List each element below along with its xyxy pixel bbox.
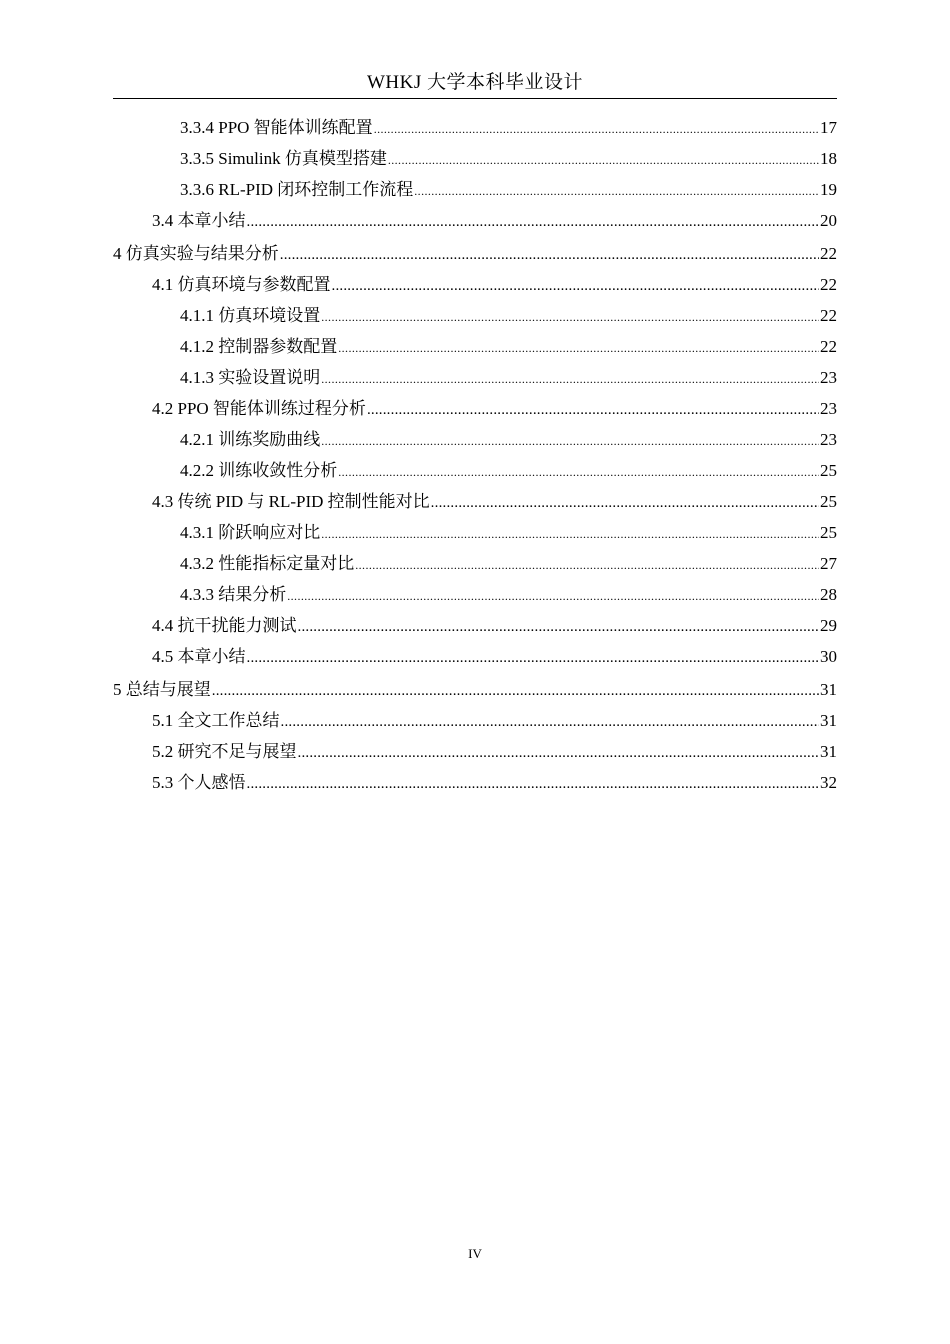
page-number: IV (468, 1246, 482, 1261)
toc-leader-dots (431, 486, 819, 519)
toc-leader-dots (338, 331, 819, 364)
toc-leader-dots (374, 112, 819, 145)
toc-entry-label: 4 仿真实验与结果分析 (113, 244, 279, 263)
toc-entry-page: 22 (820, 337, 837, 356)
toc-entry-page: 22 (820, 306, 837, 325)
toc-entry-label: 4.1.3 实验设置说明 (180, 368, 321, 387)
toc-entry-label: 4.2.1 训练奖励曲线 (180, 430, 321, 449)
toc-entry[interactable] (113, 205, 837, 236)
toc-entry-page: 25 (820, 492, 837, 511)
toc-entry[interactable] (113, 112, 837, 143)
toc-leader-dots (287, 579, 819, 612)
toc-entry-label: 4.3.3 结果分析 (180, 585, 287, 604)
toc-entry-page: 22 (820, 275, 837, 294)
toc-leader-dots (321, 517, 819, 550)
toc-entry-label: 3.3.5 Simulink 仿真模型搭建 (180, 149, 387, 168)
toc-entry[interactable] (113, 362, 837, 393)
toc-leader-dots (247, 205, 820, 238)
toc-entry-page: 18 (820, 149, 837, 168)
table-of-contents (113, 112, 837, 798)
toc-entry[interactable] (113, 579, 837, 610)
toc-entry-page: 25 (820, 523, 837, 542)
toc-leader-dots (247, 767, 820, 800)
toc-entry-page: 32 (820, 773, 837, 792)
toc-leader-dots (321, 424, 819, 457)
toc-entry-label: 5 总结与展望 (113, 680, 211, 699)
toc-entry-page: 30 (820, 647, 837, 666)
toc-entry-label: 4.1.2 控制器参数配置 (180, 337, 338, 356)
toc-leader-dots (367, 393, 819, 426)
toc-leader-dots (247, 641, 820, 674)
toc-leader-dots (414, 174, 819, 207)
toc-entry[interactable] (113, 143, 837, 174)
toc-leader-dots (355, 548, 819, 581)
toc-entry-page: 31 (820, 742, 837, 761)
toc-entry-label: 4.3.1 阶跃响应对比 (180, 523, 321, 542)
toc-entry[interactable] (113, 424, 837, 455)
toc-leader-dots (332, 269, 820, 302)
toc-leader-dots (321, 362, 819, 395)
toc-leader-dots (298, 736, 820, 769)
toc-entry-page: 31 (820, 711, 837, 730)
toc-entry-label: 4.2.2 训练收敛性分析 (180, 461, 338, 480)
toc-entry-label: 4.1 仿真环境与参数配置 (152, 275, 331, 294)
toc-entry-label: 4.2 PPO 智能体训练过程分析 (152, 399, 366, 418)
toc-entry[interactable] (113, 486, 837, 517)
toc-entry[interactable] (113, 705, 837, 736)
page-header: WHKJ 大学本科毕业设计 (366, 72, 584, 93)
toc-entry-label: 3.3.4 PPO 智能体训练配置 (180, 118, 373, 137)
toc-entry[interactable] (113, 455, 837, 486)
toc-entry-label: 4.3.2 性能指标定量对比 (180, 554, 355, 573)
toc-leader-dots (212, 674, 819, 707)
toc-entry-page: 23 (820, 368, 837, 387)
toc-leader-dots (298, 610, 820, 643)
toc-entry[interactable] (113, 393, 837, 424)
toc-leader-dots (280, 238, 819, 271)
toc-entry[interactable] (113, 610, 837, 641)
toc-entry-page: 29 (820, 616, 837, 635)
toc-entry-page: 22 (820, 244, 837, 263)
toc-leader-dots (321, 300, 819, 333)
toc-entry-page: 28 (820, 585, 837, 604)
toc-entry-page: 20 (820, 211, 837, 230)
toc-leader-dots (388, 143, 819, 176)
toc-entry[interactable] (113, 674, 837, 705)
toc-entry-page: 25 (820, 461, 837, 480)
toc-entry-label: 4.4 抗干扰能力测试 (152, 616, 297, 635)
toc-entry[interactable] (113, 767, 837, 798)
toc-entry-label: 5.2 研究不足与展望 (152, 742, 297, 761)
toc-leader-dots (281, 705, 820, 738)
toc-entry[interactable] (113, 300, 837, 331)
toc-entry-label: 3.3.6 RL-PID 闭环控制工作流程 (180, 180, 414, 199)
toc-entry[interactable] (113, 269, 837, 300)
toc-entry-label: 4.3 传统 PID 与 RL-PID 控制性能对比 (152, 492, 430, 511)
toc-entry-label: 4.5 本章小结 (152, 647, 246, 666)
toc-entry-page: 31 (820, 680, 837, 699)
toc-entry[interactable] (113, 736, 837, 767)
toc-entry-label: 4.1.1 仿真环境设置 (180, 306, 321, 325)
toc-entry-page: 19 (820, 180, 837, 199)
toc-entry[interactable] (113, 548, 837, 579)
toc-entry[interactable] (113, 641, 837, 672)
toc-entry-page: 17 (820, 118, 837, 137)
toc-leader-dots (338, 455, 819, 488)
toc-entry-label: 3.4 本章小结 (152, 211, 246, 230)
toc-entry[interactable] (113, 174, 837, 205)
header-divider (113, 98, 837, 99)
toc-entry-page: 27 (820, 554, 837, 573)
toc-entry[interactable] (113, 331, 837, 362)
toc-entry-label: 5.3 个人感悟 (152, 773, 246, 792)
toc-entry[interactable] (113, 238, 837, 269)
toc-entry-page: 23 (820, 399, 837, 418)
toc-entry-label: 5.1 全文工作总结 (152, 711, 280, 730)
toc-entry-page: 23 (820, 430, 837, 449)
toc-entry[interactable] (113, 517, 837, 548)
